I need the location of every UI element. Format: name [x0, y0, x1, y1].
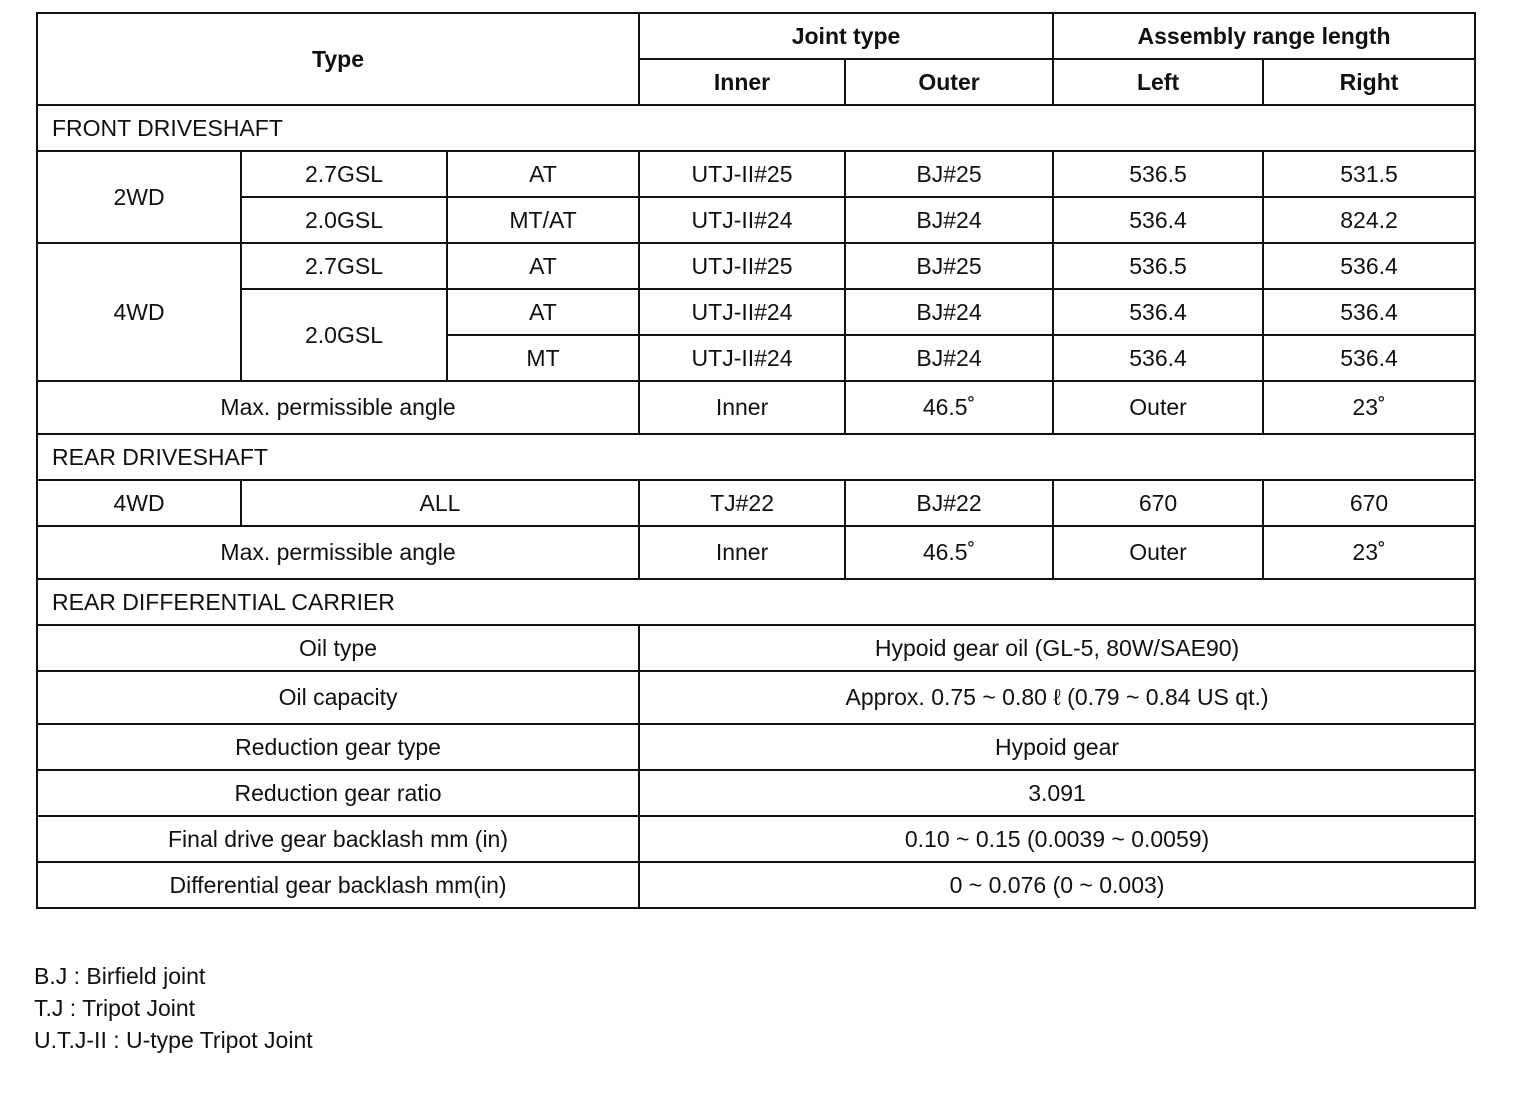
- angle-row: [37, 526, 1475, 579]
- right-length-cell: 824.2: [1263, 197, 1475, 243]
- table-row: [37, 289, 1475, 335]
- outer-joint-cell: BJ#24: [845, 289, 1053, 335]
- front-angle-inner-label: Inner: [639, 381, 845, 434]
- table-row: [37, 671, 1475, 724]
- trans-cell: MT: [447, 335, 639, 381]
- diff-label: Oil capacity: [37, 671, 639, 724]
- drive-2wd: 2WD: [37, 151, 241, 243]
- section-row: [37, 579, 1475, 625]
- angle-row: [37, 381, 1475, 434]
- front-angle-outer-value: 23˚: [1263, 381, 1475, 434]
- front-angle-label: Max. permissible angle: [37, 381, 639, 434]
- rear-angle-inner-label: Inner: [639, 526, 845, 579]
- engine-cell: 2.0GSL: [241, 197, 447, 243]
- engine-cell: 2.0GSL: [241, 289, 447, 381]
- diff-label: Oil type: [37, 625, 639, 671]
- section-rear-driveshaft: REAR DRIVESHAFT: [37, 434, 1475, 480]
- table-row: [37, 816, 1475, 862]
- rear-angle-label: Max. permissible angle: [37, 526, 639, 579]
- table-row: [37, 862, 1475, 908]
- trans-cell: AT: [447, 243, 639, 289]
- trans-cell: AT: [447, 289, 639, 335]
- header-inner: Inner: [639, 59, 845, 105]
- table-row: [37, 480, 1475, 526]
- drive-4wd: 4WD: [37, 243, 241, 381]
- trans-cell: AT: [447, 151, 639, 197]
- table-row: [37, 625, 1475, 671]
- spec-table: [36, 12, 1476, 909]
- header-right: Right: [1263, 59, 1475, 105]
- note-line: U.T.J-II : U-type Tripot Joint: [34, 1027, 313, 1053]
- left-length-cell: 670: [1053, 480, 1263, 526]
- right-length-cell: 536.4: [1263, 335, 1475, 381]
- right-length-cell: 670: [1263, 480, 1475, 526]
- rear-angle-inner-value: 46.5˚: [845, 526, 1053, 579]
- header-outer: Outer: [845, 59, 1053, 105]
- engine-cell: 2.7GSL: [241, 151, 447, 197]
- section-rear-differential-carrier: REAR DIFFERENTIAL CARRIER: [37, 579, 1475, 625]
- trans-cell: MT/AT: [447, 197, 639, 243]
- outer-joint-cell: BJ#25: [845, 243, 1053, 289]
- inner-joint-cell: UTJ-II#25: [639, 243, 845, 289]
- inner-joint-cell: UTJ-II#24: [639, 289, 845, 335]
- note-line: B.J : Birfield joint: [34, 963, 206, 989]
- outer-joint-cell: BJ#24: [845, 335, 1053, 381]
- diff-label: Reduction gear type: [37, 724, 639, 770]
- note-line: T.J : Tripot Joint: [34, 995, 196, 1021]
- section-row: [37, 434, 1475, 480]
- rear-engine: ALL: [241, 480, 639, 526]
- right-length-cell: 536.4: [1263, 243, 1475, 289]
- table-row: [37, 724, 1475, 770]
- left-length-cell: 536.4: [1053, 197, 1263, 243]
- diff-value: Hypoid gear oil (GL-5, 80W/SAE90): [639, 625, 1475, 671]
- table-row: [37, 243, 1475, 289]
- header-joint-type: Joint type: [639, 13, 1053, 59]
- right-length-cell: 536.4: [1263, 289, 1475, 335]
- header-left: Left: [1053, 59, 1263, 105]
- table-row: [37, 151, 1475, 197]
- inner-joint-cell: TJ#22: [639, 480, 845, 526]
- diff-label: Reduction gear ratio: [37, 770, 639, 816]
- rear-angle-outer-label: Outer: [1053, 526, 1263, 579]
- section-front-driveshaft: FRONT DRIVESHAFT: [37, 105, 1475, 151]
- outer-joint-cell: BJ#24: [845, 197, 1053, 243]
- diff-label: Final drive gear backlash mm (in): [37, 816, 639, 862]
- left-length-cell: 536.4: [1053, 289, 1263, 335]
- diff-value: Hypoid gear: [639, 724, 1475, 770]
- outer-joint-cell: BJ#22: [845, 480, 1053, 526]
- diff-value: 0 ~ 0.076 (0 ~ 0.003): [639, 862, 1475, 908]
- front-angle-outer-label: Outer: [1053, 381, 1263, 434]
- inner-joint-cell: UTJ-II#24: [639, 335, 845, 381]
- outer-joint-cell: BJ#25: [845, 151, 1053, 197]
- diff-value: 0.10 ~ 0.15 (0.0039 ~ 0.0059): [639, 816, 1475, 862]
- diff-label: Differential gear backlash mm(in): [37, 862, 639, 908]
- inner-joint-cell: UTJ-II#25: [639, 151, 845, 197]
- left-length-cell: 536.5: [1053, 243, 1263, 289]
- front-angle-inner-value: 46.5˚: [845, 381, 1053, 434]
- header-assembly-range-length: Assembly range length: [1053, 13, 1475, 59]
- table-row: [37, 197, 1475, 243]
- abbreviation-notes: [34, 960, 313, 1056]
- diff-value: Approx. 0.75 ~ 0.80 ℓ (0.79 ~ 0.84 US qt.): [639, 671, 1475, 724]
- left-length-cell: 536.4: [1053, 335, 1263, 381]
- table-row: [37, 770, 1475, 816]
- right-length-cell: 531.5: [1263, 151, 1475, 197]
- inner-joint-cell: UTJ-II#24: [639, 197, 845, 243]
- header-row-1: [37, 13, 1475, 59]
- diff-value: 3.091: [639, 770, 1475, 816]
- left-length-cell: 536.5: [1053, 151, 1263, 197]
- header-type: Type: [37, 13, 639, 105]
- engine-cell: 2.7GSL: [241, 243, 447, 289]
- section-row: [37, 105, 1475, 151]
- rear-angle-outer-value: 23˚: [1263, 526, 1475, 579]
- rear-drive: 4WD: [37, 480, 241, 526]
